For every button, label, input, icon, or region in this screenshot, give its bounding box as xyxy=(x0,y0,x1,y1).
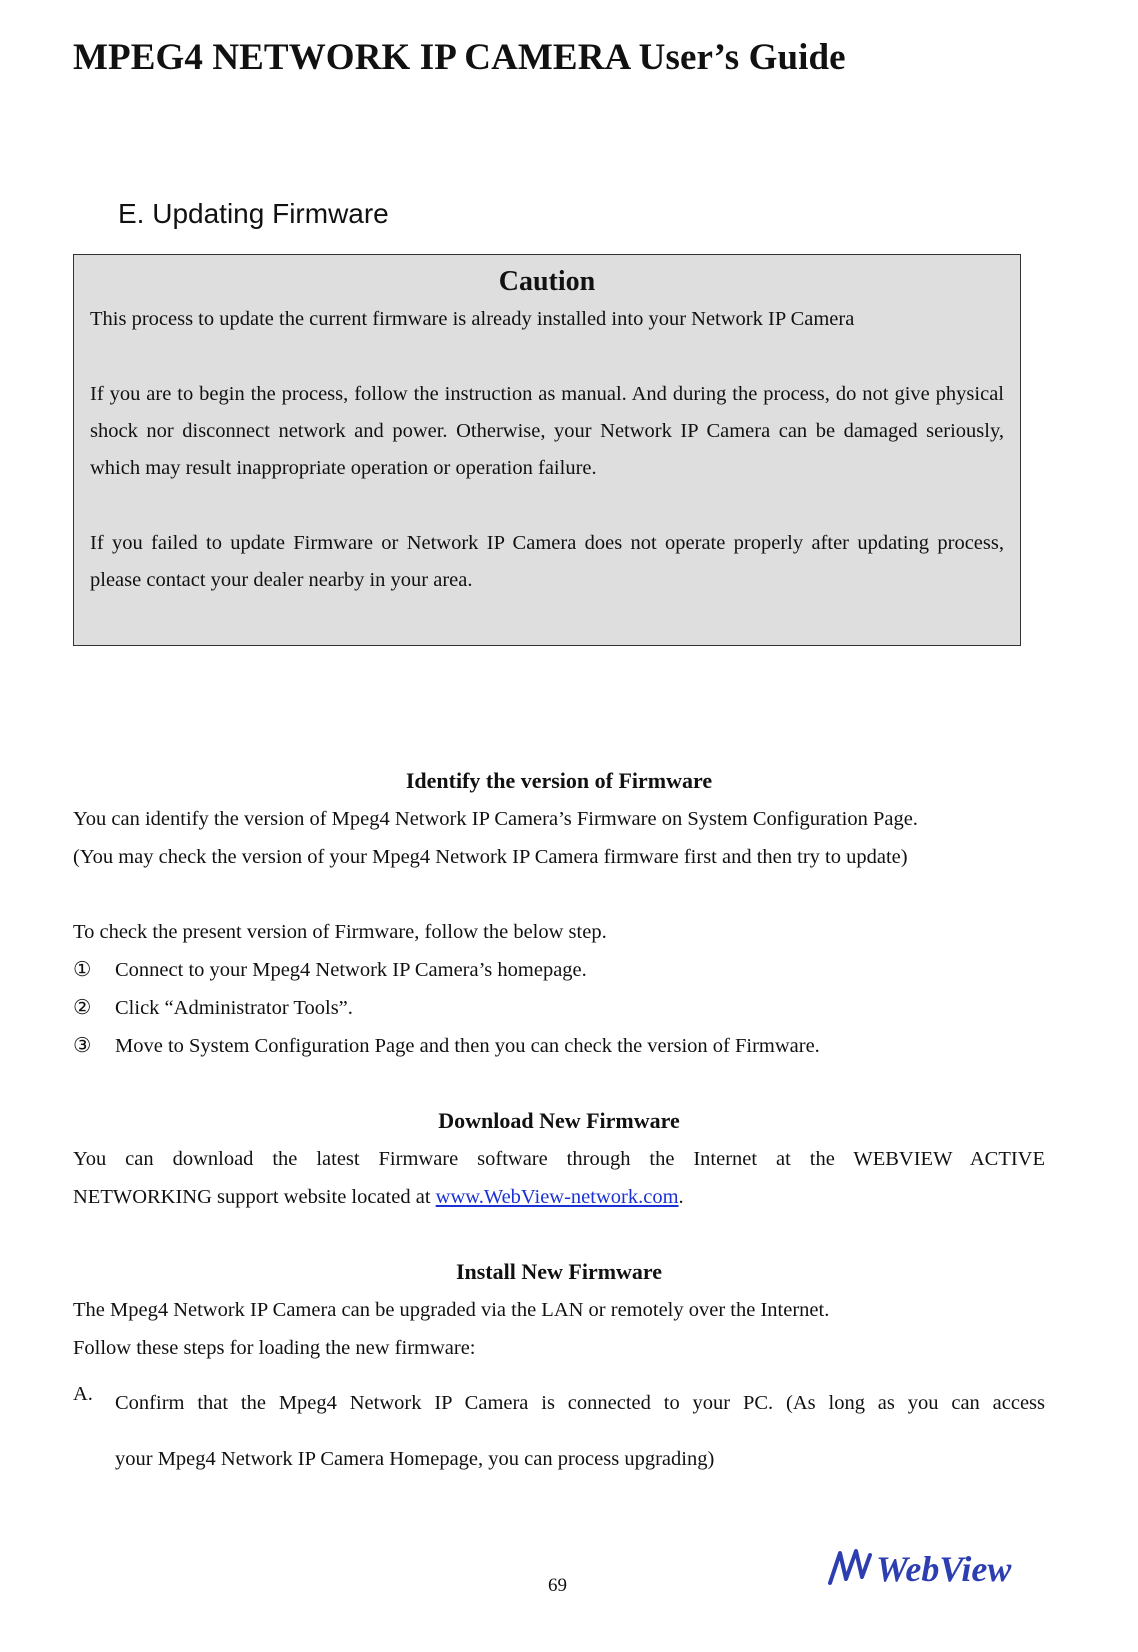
caution-title: Caution xyxy=(498,266,596,297)
install-text: The Mpeg4 Network IP Camera can be upgraded via the LAN or remotely over the Internet. xyxy=(73,1299,830,1321)
step-number: ② xyxy=(73,997,92,1019)
step-item xyxy=(73,1027,1045,1065)
download-heading: Download New Firmware xyxy=(438,1108,680,1133)
identify-text: You can identify the version of Mpeg4 Network IP Camera’s Firmware on System Configuration Page. xyxy=(73,808,918,830)
identify-text: (You may check the version of your Mpeg4 Network IP Camera firmware first and then try to update) xyxy=(73,846,908,868)
step-text: Click “Administrator Tools”. xyxy=(115,997,353,1019)
step-number: ① xyxy=(73,959,92,981)
step-item xyxy=(73,989,1045,1027)
step-text: Connect to your Mpeg4 Network IP Camera’s homepage. xyxy=(115,959,587,981)
download-text-line2 xyxy=(73,1178,1045,1216)
download-text: NETWORKING support website located at xyxy=(73,1186,436,1208)
webview-logo-mark-icon xyxy=(830,1551,870,1583)
download-text: You can download the latest Firmware software through the Internet at the WEBVIEW ACTIVE xyxy=(73,1148,1045,1170)
identify-heading: Identify the version of Firmware xyxy=(405,768,713,793)
step-number: ③ xyxy=(73,1035,92,1057)
logo-text: WebView xyxy=(876,1549,1012,1589)
caution-paragraph: If you failed to update Firmware or Network IP Camera does not operate properly after updating process, please contact your dealer nearby in your area. xyxy=(90,532,1004,591)
section-heading: E. Updating Firmware xyxy=(118,198,389,229)
webview-website-link[interactable]: www.WebView-network.com xyxy=(435,1186,679,1208)
step-label: A. xyxy=(73,1383,93,1405)
download-text-suffix: . xyxy=(678,1186,684,1208)
caution-box xyxy=(73,254,1021,646)
webview-logo xyxy=(826,1543,1046,1593)
step-text: your Mpeg4 Network IP Camera Homepage, you can process upgrading) xyxy=(115,1448,715,1470)
main-content xyxy=(73,762,1045,1487)
step-text: Move to System Configuration Page and then you can check the version of Firmware. xyxy=(115,1035,820,1057)
page-number: 69 xyxy=(548,1575,567,1596)
install-text: Follow these steps for loading the new firmware: xyxy=(73,1337,476,1359)
identify-intro: To check the present version of Firmware, follow the below step. xyxy=(73,921,607,943)
caution-paragraph: If you are to begin the process, follow the instruction as manual. And during the process, do not give physical shock nor disconnect network and power. Otherwise, your Network IP Camera can be damaged seriously, which may result inappropriate operation or operation failure. xyxy=(90,383,1004,479)
install-heading: Install New Firmware xyxy=(455,1259,663,1284)
caution-paragraph: This process to update the current firmware is already installed into your Network IP Camera xyxy=(90,308,855,330)
step-item xyxy=(73,951,1045,989)
install-step-a xyxy=(73,1375,1045,1487)
document-title: MPEG4 NETWORK IP CAMERA User’s Guide xyxy=(73,37,846,78)
step-text: Confirm that the Mpeg4 Network IP Camera is connected to your PC. (As long as you can access xyxy=(115,1392,1045,1414)
